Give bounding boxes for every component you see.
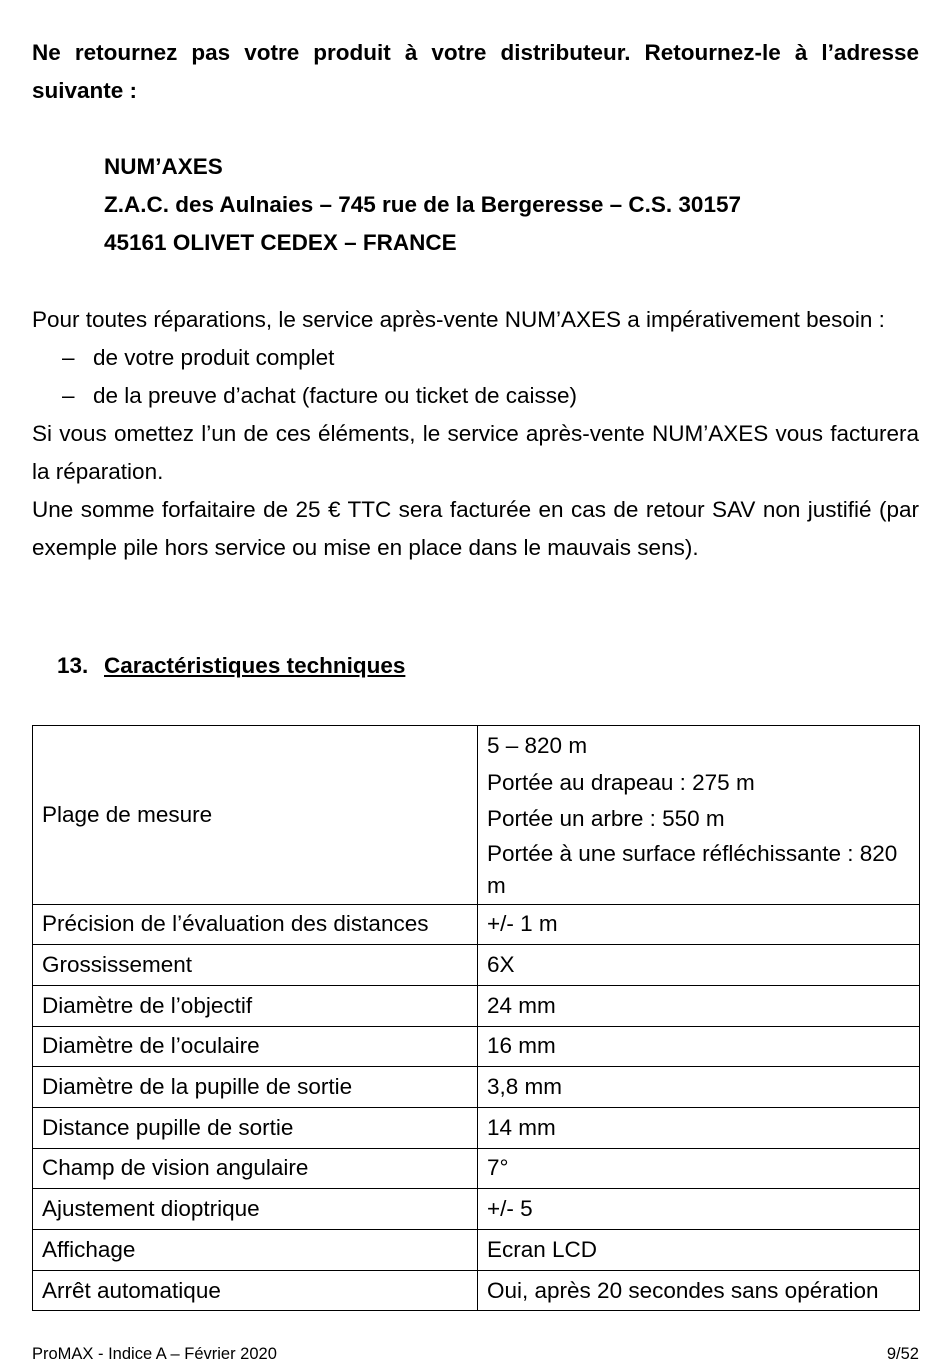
section-heading	[57, 648, 405, 684]
table-row	[33, 1270, 920, 1311]
spec-label: Champ de vision angulaire	[33, 1148, 478, 1189]
spec-label: Grossissement	[33, 945, 478, 986]
table-row	[33, 1026, 920, 1067]
spec-label: Ajustement dioptrique	[33, 1189, 478, 1230]
dash-bullet: –	[62, 383, 75, 408]
table-row	[33, 1067, 920, 1108]
repairs-warning: Si vous omettez l’un de ces éléments, le service après-vente NUM’AXES vous facturera la réparation.	[32, 421, 919, 484]
dash-bullet: –	[62, 345, 75, 370]
list-item	[32, 339, 919, 377]
list-item	[32, 377, 919, 415]
section-title: Caractéristiques techniques	[104, 653, 406, 678]
spec-label: Précision de l’évaluation des distances	[33, 904, 478, 945]
footer-document-info: ProMAX - Indice A – Février 2020	[32, 1345, 277, 1363]
spec-label: Diamètre de l’oculaire	[33, 1026, 478, 1067]
repairs-fee: Une somme forfaitaire de 25 € TTC sera facturée en cas de retour SAV non justifié (par exemple pile hors service ou mise en place dans le mauvais sens).	[32, 497, 919, 560]
range-tree: Portée un arbre : 550 m	[487, 806, 725, 831]
table-row	[33, 1230, 920, 1271]
table-row	[33, 904, 920, 945]
range-reflective: Portée à une surface réfléchissante : 820 m	[487, 840, 898, 898]
table-row	[33, 1107, 920, 1148]
section-number: 13.	[57, 653, 89, 678]
repairs-lead: Pour toutes réparations, le service après-vente NUM’AXES a impérativement besoin :	[32, 307, 885, 332]
table-row	[33, 1148, 920, 1189]
page-footer	[32, 1343, 919, 1365]
repairs-section	[32, 301, 919, 567]
table-row	[33, 945, 920, 986]
return-instruction-text: Ne retournez pas votre produit à votre distributeur. Retournez-le à l’adresse suivante :	[32, 40, 919, 103]
spec-value: 7°	[478, 1148, 920, 1189]
range-flag: Portée au drapeau : 275 m	[487, 769, 755, 795]
spec-label: Plage de mesure	[33, 726, 478, 905]
spec-value: 6X	[478, 945, 920, 986]
table-row	[33, 726, 920, 905]
address-company: NUM’AXES	[104, 154, 223, 179]
spec-label: Arrêt automatique	[33, 1270, 478, 1311]
table-row	[33, 985, 920, 1026]
spec-value: Ecran LCD	[478, 1230, 920, 1271]
range-value: 5 – 820 m	[487, 733, 588, 758]
spec-label: Diamètre de l’objectif	[33, 985, 478, 1026]
spec-value: Oui, après 20 secondes sans opération	[478, 1270, 920, 1311]
list-item-text: de votre produit complet	[93, 345, 335, 370]
table-row	[33, 1189, 920, 1230]
spec-value: 14 mm	[478, 1107, 920, 1148]
spec-value	[478, 726, 920, 905]
return-instruction	[32, 34, 919, 110]
spec-value: 3,8 mm	[478, 1067, 920, 1108]
specs-table	[32, 725, 920, 1311]
spec-label: Distance pupille de sortie	[33, 1107, 478, 1148]
spec-value: 16 mm	[478, 1026, 920, 1067]
spec-label: Diamètre de la pupille de sortie	[33, 1067, 478, 1108]
return-address	[104, 148, 904, 262]
spec-value: 24 mm	[478, 985, 920, 1026]
page-number: 9/52	[886, 1345, 919, 1363]
address-city: 45161 OLIVET CEDEX – FRANCE	[104, 230, 457, 255]
address-street: Z.A.C. des Aulnaies – 745 rue de la Bergeresse – C.S. 30157	[104, 192, 741, 217]
list-item-text: de la preuve d’achat (facture ou ticket de caisse)	[93, 383, 578, 408]
spec-value: +/- 1 m	[478, 904, 920, 945]
spec-label: Affichage	[33, 1230, 478, 1271]
spec-value: +/- 5	[478, 1189, 920, 1230]
